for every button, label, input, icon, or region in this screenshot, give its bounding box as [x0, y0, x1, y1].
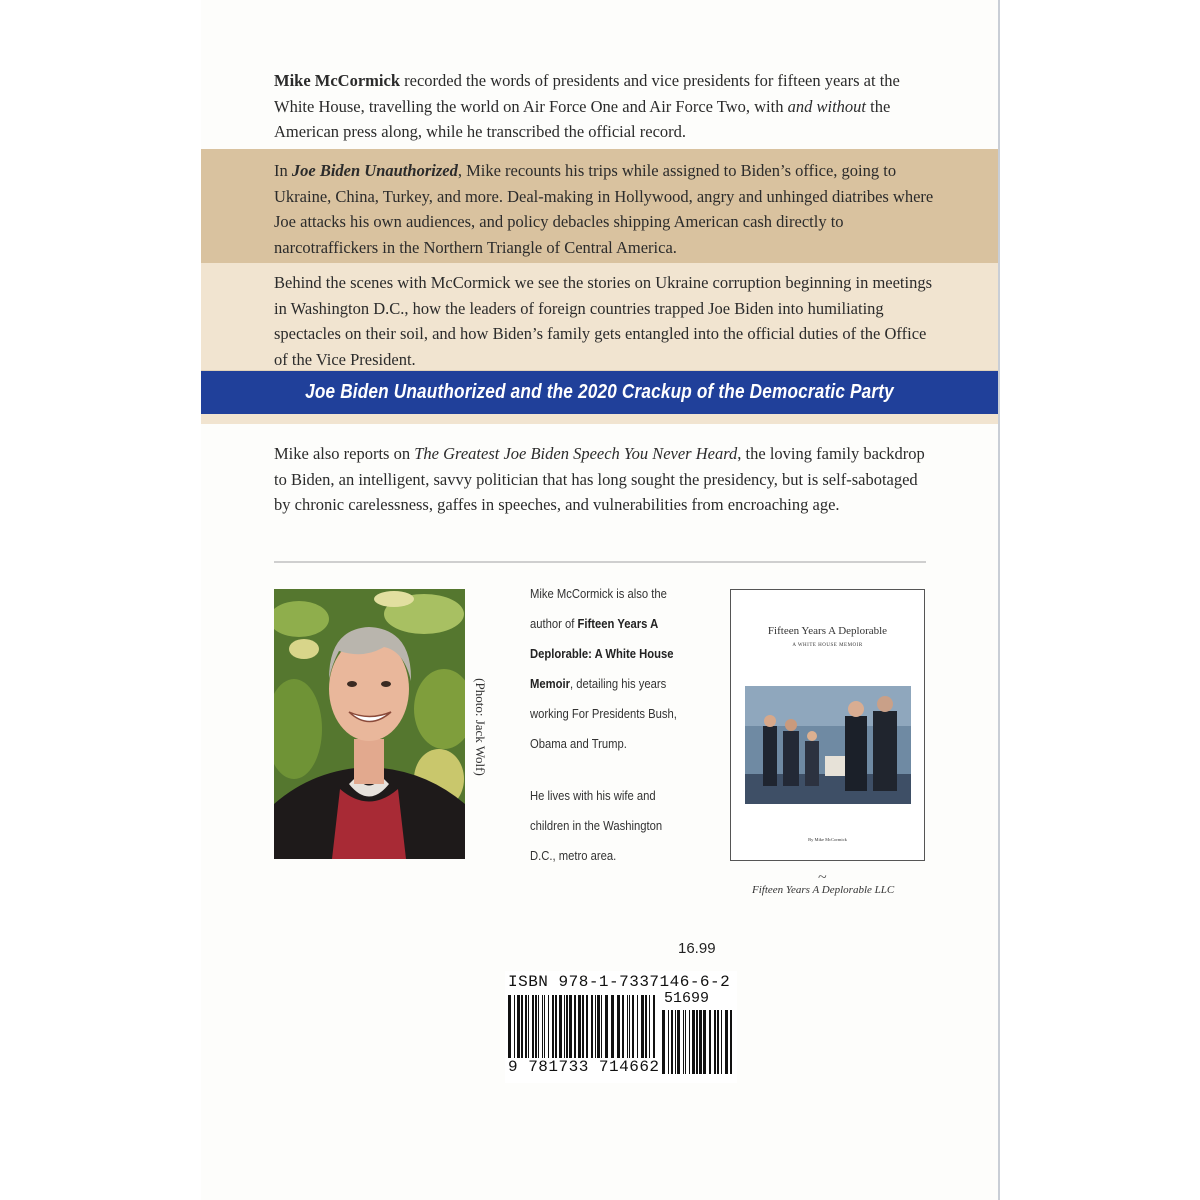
barcode-stripe: [629, 995, 630, 1063]
barcode-stripe: [641, 995, 644, 1063]
barcode-stripe: [532, 995, 534, 1063]
barcode-stripe: [649, 995, 650, 1063]
barcode-stripe: [611, 995, 614, 1063]
barcode-icon: [508, 995, 656, 1063]
barcode-stripe: [703, 1010, 706, 1074]
barcode-stripe: [574, 995, 576, 1063]
barcode-stripe: [653, 995, 655, 1063]
bio-paragraph: Mike McCormick is also the author of Fifteen Years A Deplorable: A White House Memoir, detailing his years working For Presidents Bush, Obama and Trump.: [530, 587, 677, 751]
barcode-stripe: [696, 1010, 698, 1074]
barcode-stripe: [525, 995, 527, 1063]
barcode-stripe: [721, 1010, 722, 1074]
book-cover-title: Fifteen Years A Deplorable: [767, 625, 888, 637]
book-cover-author: By Mike McCormick: [808, 837, 847, 842]
addon-digits: 51699: [664, 990, 710, 1007]
barcode-stripe: [675, 1010, 676, 1074]
intro-paragraph: Mike McCormick recorded the words of presidents and vice presidents for fifteen years at the White House, travelling the world on Air Force One and Air Force Two, with and without the American press along, while he transcribed the official record.: [274, 71, 900, 141]
barcode-stripe: [692, 1010, 695, 1074]
barcode-stripe: [538, 995, 539, 1063]
barcode-stripe: [544, 995, 545, 1063]
ean-digits: 9 781733 714662: [508, 1058, 660, 1076]
banner-title: Joe Biden Unauthorized and the 2020 Crackup of the Democratic Party: [305, 381, 894, 403]
page-edge: [998, 0, 1000, 1200]
barcode-stripe: [709, 1010, 711, 1074]
barcode-stripe: [637, 995, 638, 1063]
barcode-stripe: [668, 1010, 669, 1074]
price-label: 16.99: [678, 940, 716, 957]
barcode-stripe: [559, 995, 562, 1063]
barcode-stripe: [521, 995, 523, 1063]
barcode-stripe: [569, 995, 572, 1063]
barcode-stripe: [627, 995, 628, 1063]
barcode-stripe: [683, 1010, 684, 1074]
barcode-stripe: [730, 1010, 732, 1074]
barcode-stripe: [725, 1010, 728, 1074]
barcode-stripe: [632, 995, 634, 1063]
publisher-mark-icon: ~: [818, 869, 827, 886]
barcode-stripe: [552, 995, 554, 1063]
publisher-name: Fifteen Years A Deplorable LLC: [752, 884, 895, 896]
barcode-stripe: [591, 995, 593, 1063]
under-band: [201, 414, 998, 424]
scenes-paragraph: Behind the scenes with McCormick we see the stories on Ukraine corruption beginning in meetings in Washington D.C., how the leaders of foreign countries trapped Joe Biden into humiliating spectacles on their soil, and how Biden’s family gets entangled into the official duties of the Office of the Vice President.: [274, 273, 933, 369]
author-name: Mike McCormick: [274, 71, 400, 90]
barcode-stripe: [535, 995, 537, 1063]
barcode-stripe: [605, 995, 608, 1063]
barcode-stripe: [717, 1010, 719, 1074]
photo-credit: (Photo: Jack Wolf): [473, 678, 488, 776]
memoir-book-cover: [730, 589, 925, 861]
barcode-stripe: [582, 995, 584, 1063]
barcode-stripe: [517, 995, 520, 1063]
barcode-stripe: [685, 1010, 686, 1074]
book-cover-subtitle: A WHITE HOUSE MEMOIR: [792, 643, 863, 648]
trips-paragraph: In Joe Biden Unauthorized, Mike recounts his trips while assigned to Biden’s office, going to Ukraine, China, Turkey, and more. Deal-making in Hollywood, angry and unhinged diatribes where Joe attacks his own audiences, and policy debacles shipping American cash directly to narcotraffickers in the Northern Triangle of Central America.: [274, 161, 934, 257]
barcode-stripe: [714, 1010, 716, 1074]
barcode-stripe: [564, 995, 565, 1063]
barcode-stripe: [514, 995, 515, 1063]
barcode-stripe: [528, 995, 529, 1063]
barcode-stripe: [542, 995, 543, 1063]
memoir-title: Fifteen Years A Deplorable: A White House Memoir: [530, 617, 674, 691]
barcode-stripe: [677, 1010, 680, 1074]
barcode-stripe: [689, 1010, 690, 1074]
barcode-stripe: [508, 995, 511, 1063]
barcode-stripe: [662, 1010, 665, 1074]
book-title: Joe Biden Unauthorized: [291, 161, 458, 180]
isbn-text: ISBN 978-1-7337146-6-2: [508, 973, 731, 991]
barcode-stripe: [566, 995, 568, 1063]
barcode-stripe: [699, 1010, 702, 1074]
book-cover-photo: [745, 686, 911, 804]
barcode-stripe: [595, 995, 596, 1063]
residence-paragraph: He lives with his wife and children in the Washington D.C., metro area.: [530, 789, 663, 863]
author-photo: [274, 589, 465, 859]
barcode-stripe: [555, 995, 557, 1063]
speech-paragraph: Mike also reports on The Greatest Joe Biden Speech You Never Heard, the loving family backdrop to Biden, an intelligent, savvy politician that has long sought the presidency, but is self-sabotaged by chronic carelessness, gaffes in speeches, and vulnerabilities from encroaching age.: [274, 444, 925, 514]
addon-barcode-icon: [662, 1010, 734, 1074]
barcode-stripe: [622, 995, 624, 1063]
barcode-stripe: [548, 995, 549, 1063]
barcode-stripe: [601, 995, 602, 1063]
barcode-stripe: [586, 995, 588, 1063]
barcode-stripe: [645, 995, 647, 1063]
barcode-stripe: [597, 995, 600, 1063]
barcode-stripe: [578, 995, 581, 1063]
barcode-stripe: [671, 1010, 673, 1074]
section-rule: [274, 561, 926, 563]
barcode-stripe: [617, 995, 620, 1063]
